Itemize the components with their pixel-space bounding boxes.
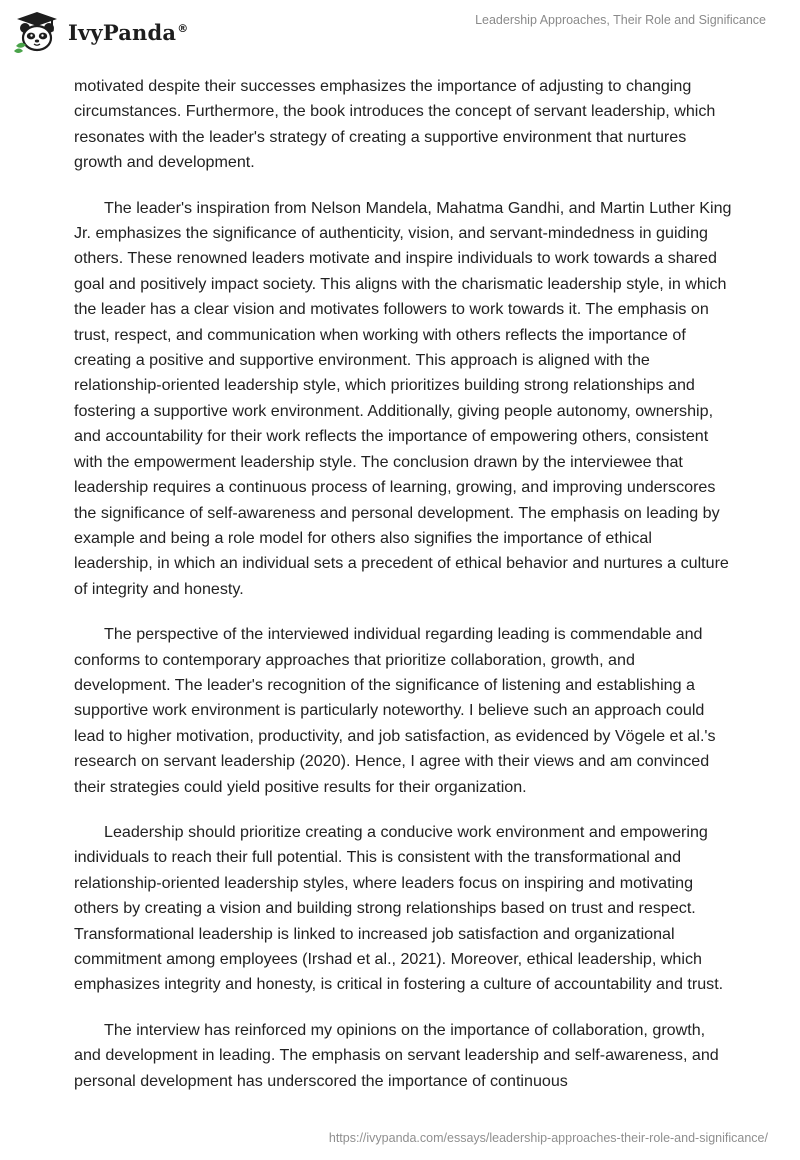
panda-graduate-icon — [12, 10, 62, 54]
logo-wordmark: IvyPanda® — [68, 19, 189, 45]
page-header — [0, 0, 800, 60]
paragraph: The interview has reinforced my opinions on the importance of collaboration, growth, and development in leading. The emphasis on servant leadership and self-awareness, and personal development has underscored the importance of continuous — [74, 1020, 719, 1090]
document-title: Leadership Approaches, Their Role and Significance — [475, 13, 766, 27]
essay-body — [74, 74, 734, 1114]
paragraph: The perspective of the interviewed individual regarding leading is commendable and conforms to contemporary approaches that prioritize collaboration, growth, and development. The leader's recognition of the significance of listening and establishing a supportive work environment is particularly noteworthy. I believe such an approach could lead to higher motivation, productivity, and job satisfaction, as evidenced by Vögele et al.'s research on servant leadership (2020). Hence, I agree with their views and am convinced their strategies could yield positive results for their organization. — [74, 625, 716, 796]
paragraph: The leader's inspiration from Nelson Mandela, Mahatma Gandhi, and Martin Luther King Jr. emphasizes the significance of authenticity, vision, and servant-mindedness in guiding others. These renowned leaders motivate and inspire individuals to work towards a shared goal and positively impact society. This aligns with the charismatic leadership style, in which the leader has a clear vision and motivates followers to work towards it. The emphasis on trust, respect, and communication when working with others reflects the importance of creating a positive and supportive environment. This approach is aligned with the relationship-oriented leadership style, which prioritizes building strong relationships and fostering a supportive work environment. Additionally, giving people autonomy, ownership, and accountability for their work reflects the importance of empowering others, consistent with the empowerment leadership style. The conclusion drawn by the interviewee that leadership requires a continuous process of learning, growing, and improving underscores the significance of self-awareness and personal development. The emphasis on leading by example and being a role model for others also signifies the importance of ethical leadership, in which an individual sets a precedent of ethical behavior and nurtures a culture of integrity and honesty. — [74, 198, 732, 598]
source-url[interactable]: https://ivypanda.com/essays/leadership-approaches-their-role-and-significance/ — [328, 1131, 768, 1145]
ivypanda-logo[interactable] — [12, 8, 188, 56]
paragraph-continuation: motivated despite their successes emphasizes the importance of adjusting to changing circumstances. Furthermore, the book introduces the concept of servant leadership, which resonates with the leader's strategy of creating a supportive environment that nurtures growth and development. — [74, 77, 716, 172]
registered-mark: ® — [177, 21, 189, 35]
paragraph: Leadership should prioritize creating a conducive work environment and empowering individuals to reach their full potential. This is consistent with the transformational and relationship-oriented leadership styles, where leaders focus on inspiring and motivating others by creating a vision and building strong relationships based on trust and respect. Transformational leadership is linked to increased job satisfaction and organizational commitment among employees (Irshad et al., 2021). Moreover, ethical leadership, which emphasizes integrity and honesty, is critical in fostering a culture of accountability and trust. — [74, 822, 724, 994]
